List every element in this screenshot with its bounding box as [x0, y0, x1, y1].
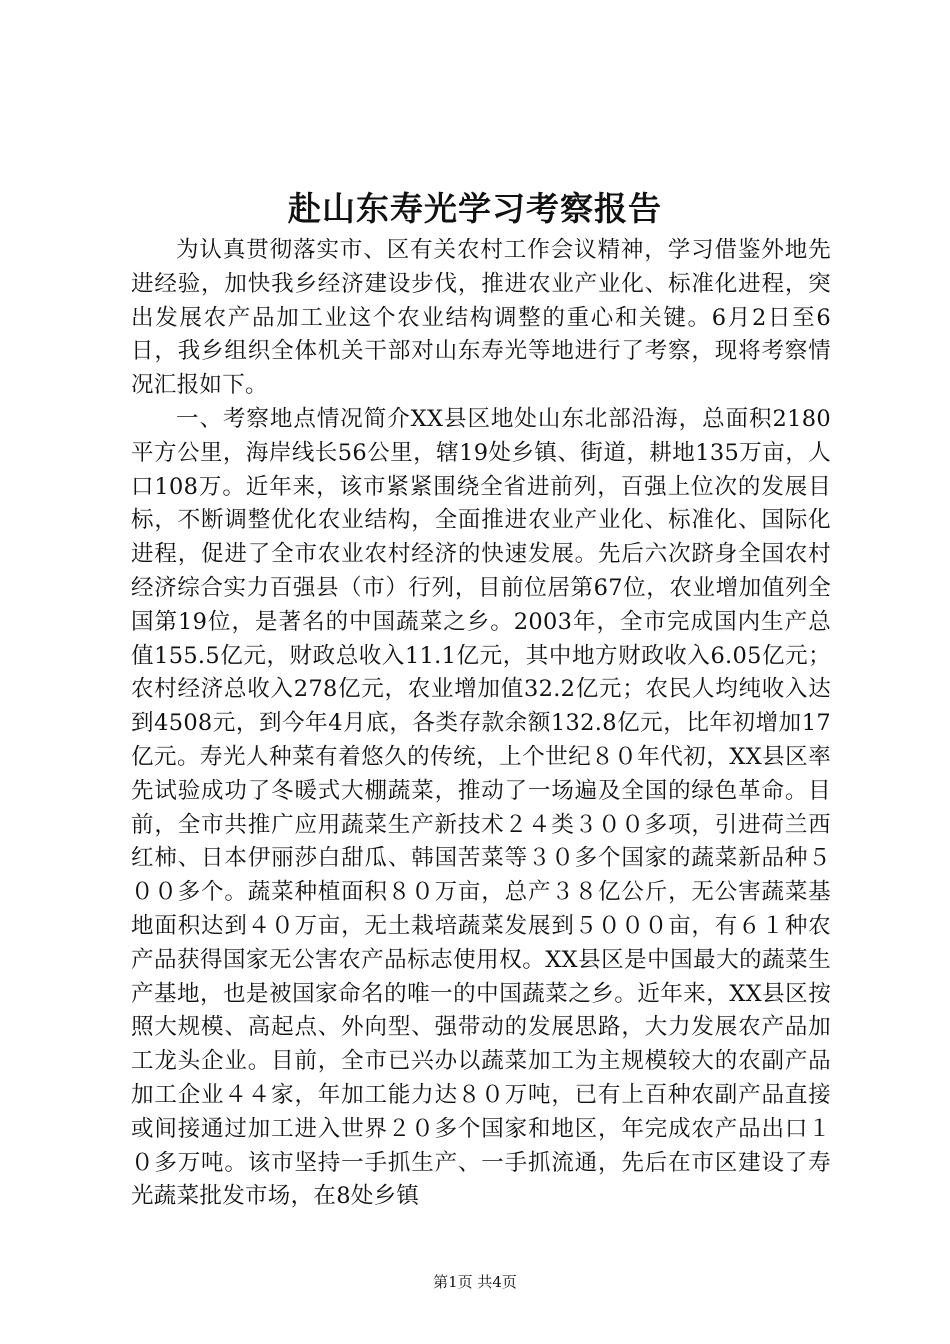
page-number-footer: 第1页 共4页: [433, 1273, 517, 1291]
paragraph-section-one: 一、考察地点情况简介XX县区地处山东北部沿海，总面积2180平方公里，海岸线长56公里，辖19处乡镇、街道，耕地135万亩，人口108万。近年来，该市紧紧围绕全省进前列，百强上位次的发展目标，不断调整优化农业结构，全面推进农业产业化、标准化、国际化进程，促进了全市农业农村经济的快速发展。先后六次跻身全国农村经济综合实力百强县（市）行列，目前位居第67位，农业增加值列全国第19位，是著名的中国蔬菜之乡。2003年，全市完成国内生产总值155.5亿元，财政总收入11.1亿元，其中地方财政收入6.05亿元；农村经济总收入278亿元，农业增加值32.2亿元；农民人均纯收入达到4508元，到今年4月底，各类存款余额132.8亿元，比年初增加17亿元。寿光人种菜有着悠久的传统，上个世纪８０年代初，XX县区率先试验成功了冬暖式大棚蔬菜，推动了一场遍及全国的绿色革命。目前，全市共推广应用蔬菜生产新技术２４类３００多项，引进荷兰西红柿、日本伊丽莎白甜瓜、韩国苦菜等３０多个国家的蔬菜新品种５００多个。蔬菜种植面积８０万亩，总产３８亿公斤，无公害蔬菜基地面积达到４０万亩，无土栽培蔬菜发展到５０００亩，有６１种农产品获得国家无公害农产品标志使用权。XX县区是中国最大的蔬菜生产基地，也是被国家命名的唯一的中国蔬菜之乡。近年来，XX县区按照大规模、高起点、外向型、强带动的发展思路，大力发展农产品加工龙头企业。目前，全市已兴办以蔬菜加工为主规模较大的农副产品加工企业４４家，年加工能力达８０万吨，已有上百种农副产品直接或间接通过加工进入世界２０多个国家和地区，年完成农产品出口１０多万吨。该市坚持一手抓生产、一手抓流通，先后在市区建设了寿光蔬菜批发市场，在8处乡镇: [131, 405, 831, 1210]
document-title: 赴山东寿光学习考察报告: [288, 189, 662, 228]
document-body: [131, 234, 831, 1214]
paragraph-intro: 为认真贯彻落实市、区有关农村工作会议精神，学习借鉴外地先进经验，加快我乡经济建设步伐，推进农业产业化、标准化进程，突出发展农产品加工业这个农业结构调整的重心和关键。6月2日至6日，我乡组织全体机关干部对山东寿光等地进行了考察，现将考察情况汇报如下。: [131, 237, 831, 399]
